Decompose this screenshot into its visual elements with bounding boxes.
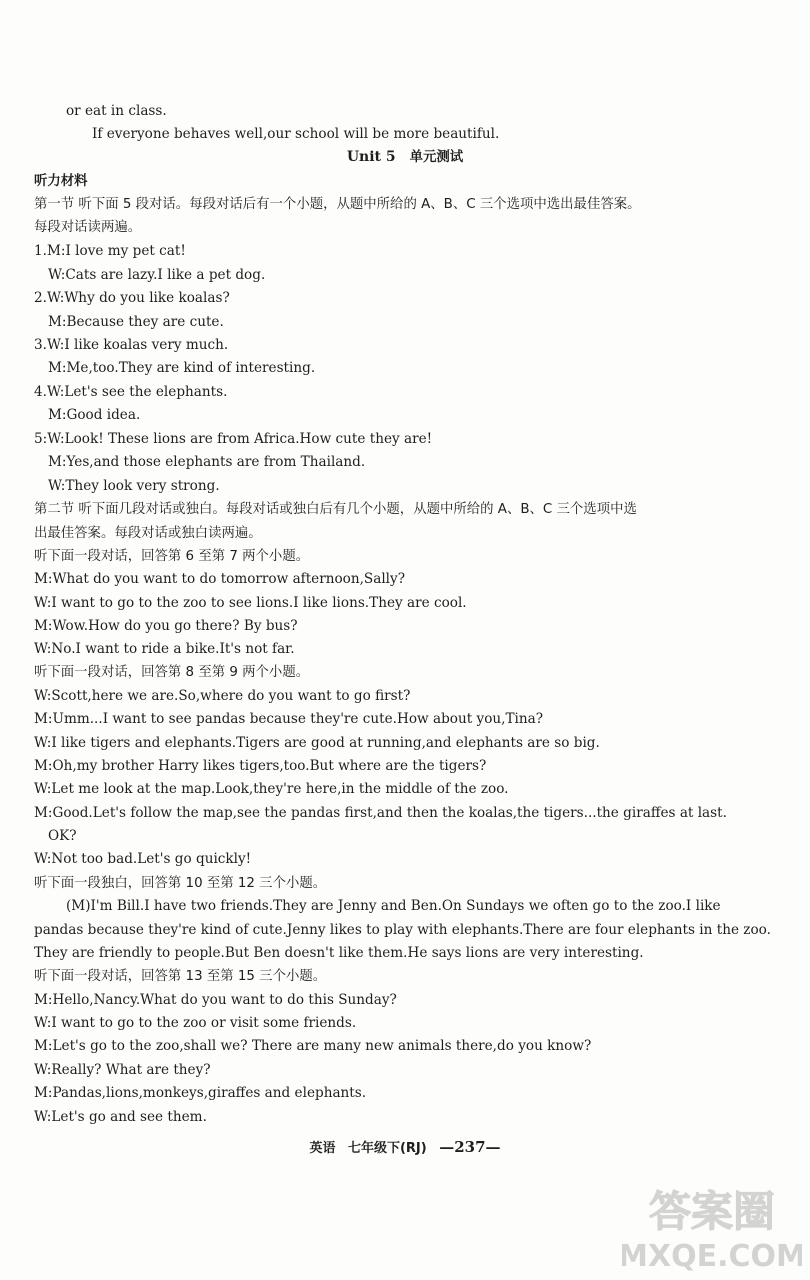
monologue-line: pandas because they're kind of cute.Jenny likes to play with elephants.There are four elephants in the zoo.	[34, 922, 771, 938]
dialogue-line: M:Oh,my brother Harry likes tigers,too.But where are the tigers?	[34, 758, 487, 774]
footer-subject: 英语	[309, 1141, 336, 1156]
dialogue-line: W:I want to go to the zoo to see lions.I like lions.They are cool.	[34, 595, 467, 611]
dialogue-line: W:No.I want to ride a bike.It's not far.	[34, 641, 295, 657]
footer-grade: 七年级下(RJ)	[347, 1141, 427, 1156]
dialogue-line: W:Let me look at the map.Look,they're here,in the middle of the zoo.	[34, 781, 509, 797]
dialogue-line: M:Hello,Nancy.What do you want to do this Sunday?	[34, 992, 397, 1008]
part2-instructions: 出最佳答案。每段对话或独白读两遍。	[34, 526, 262, 541]
dialogue-line: 2.W:Why do you like koalas?	[34, 290, 230, 306]
dialogue-line: M:Wow.How do you go there? By bus?	[34, 618, 298, 634]
svg-text:MXQE.COM: MXQE.COM	[622, 1239, 802, 1274]
dialogue-line: 4.W:Let's see the elephants.	[34, 384, 228, 400]
dialogue-line: M:Good.Let's follow the map,see the pandas first,and then the koalas,the tigers...the giraffes at last.	[34, 805, 727, 821]
part1-instructions: 每段对话读两遍。	[34, 220, 142, 235]
intro-line: or eat in class.	[66, 103, 167, 119]
dialogue-line: W:Let's go and see them.	[34, 1109, 207, 1125]
intro-line: If everyone behaves well,our school will be more beautiful.	[92, 126, 500, 142]
dialogue-line: M:Because they are cute.	[48, 314, 224, 330]
section-label: 听力材料	[34, 174, 88, 189]
dialogue-line: M:Umm...I want to see pandas because they're cute.How about you,Tina?	[34, 711, 544, 727]
dialogue-line: OK?	[48, 828, 77, 844]
svg-text:答案圈: 答案圈	[648, 1187, 776, 1236]
dialogue-line: M:What do you want to do tomorrow afternoon,Sally?	[34, 571, 405, 587]
dialogue-line: M:Pandas,lions,monkeys,giraffes and elephants.	[34, 1085, 367, 1101]
dialogue-line: W:Scott,here we are.So,where do you want to go first?	[34, 688, 411, 704]
dialogue-line: M:Yes,and those elephants are from Thailand.	[48, 454, 366, 470]
dialogue-line: 5:W:Look! These lions are from Africa.How cute they are!	[34, 431, 433, 447]
dialogue-line: W:Not too bad.Let's go quickly!	[34, 851, 252, 867]
dialogue-line: W:I like tigers and elephants.Tigers are good at running,and elephants are so big.	[34, 735, 600, 751]
question-intro: 听下面一段对话，回答第 6 至第 7 两个小题。	[34, 549, 310, 564]
dialogue-line: W:Cats are lazy.I like a pet dog.	[48, 267, 266, 283]
dialogue-line: 1.M:I love my pet cat!	[34, 243, 186, 259]
dialogue-line: 3.W:I like koalas very much.	[34, 337, 229, 353]
dialogue-line: M:Me,too.They are kind of interesting.	[48, 360, 316, 376]
unit-number: Unit 5	[346, 149, 396, 165]
dialogue-line: W:They look very strong.	[48, 478, 220, 494]
dialogue-line: M:Good idea.	[48, 407, 141, 423]
monologue-line: They are friendly to people.But Ben doesn't like them.He says lions are very interesting.	[34, 945, 644, 961]
dialogue-line: W:Really? What are they?	[34, 1062, 211, 1078]
page-footer	[0, 1136, 810, 1160]
dialogue-line: M:Let's go to the zoo,shall we? There are many new animals there,do you know?	[34, 1038, 592, 1054]
unit-name: 单元测试	[409, 150, 464, 165]
watermark-logo	[622, 1174, 802, 1274]
part2-instructions: 第二节 听下面几段对话或独白。每段对话或独白后有几个小题，从题中所给的 A、B、C 三个选项中选	[34, 502, 637, 517]
question-intro: 听下面一段对话，回答第 13 至第 15 三个小题。	[34, 969, 327, 984]
page-number: —237—	[439, 1138, 501, 1156]
monologue-line: (M)I'm Bill.I have two friends.They are Jenny and Ben.On Sundays we often go to the zoo.I like	[66, 898, 721, 914]
unit-title	[0, 146, 810, 169]
question-intro: 听下面一段对话，回答第 8 至第 9 两个小题。	[34, 665, 310, 680]
part1-instructions: 第一节 听下面 5 段对话。每段对话后有一个小题，从题中所给的 A、B、C 三个选项中选出最佳答案。	[34, 197, 641, 212]
question-intro: 听下面一段独白，回答第 10 至第 12 三个小题。	[34, 876, 327, 891]
dialogue-line: W:I want to go to the zoo or visit some friends.	[34, 1015, 357, 1031]
